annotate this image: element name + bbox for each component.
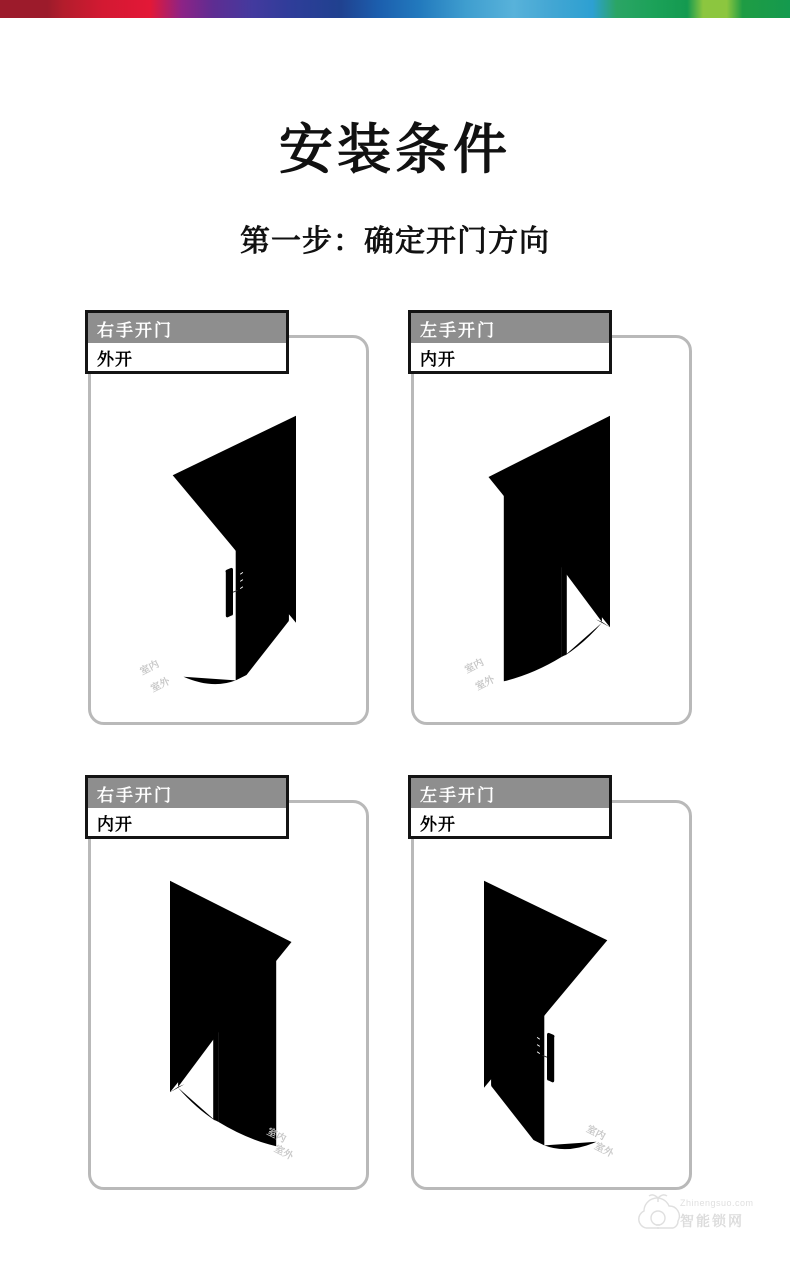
panel-label-box — [85, 775, 289, 839]
panel-title: 右手开门 — [88, 778, 286, 808]
watermark — [632, 1182, 786, 1254]
page-title: 安装条件 — [279, 120, 511, 180]
outdoor-label: 室外 — [272, 1143, 295, 1163]
panel-subtitle: 内开 — [88, 808, 286, 836]
door-illustration-outward-right — [91, 360, 366, 720]
panel-left-hand-inward — [411, 321, 692, 725]
door-illustration-outward-left — [414, 825, 689, 1185]
panel-title: 左手开门 — [411, 313, 609, 343]
panel-right-hand-outward — [88, 321, 369, 725]
indoor-label: 室内 — [463, 657, 486, 676]
door-illustration-inward-right — [91, 825, 366, 1185]
watermark-site-name: 智能锁网 — [680, 1213, 744, 1229]
panel-title: 左手开门 — [411, 778, 609, 808]
indoor-label: 室内 — [138, 658, 162, 678]
outdoor-label: 室外 — [474, 674, 497, 693]
panel-right-hand-inward — [88, 786, 369, 1190]
panel-label-box — [408, 775, 612, 839]
step-heading: 第一步：确定开门方向 — [240, 225, 550, 258]
panel-label-box — [408, 310, 612, 374]
outdoor-label: 室外 — [149, 675, 172, 695]
panel-subtitle: 外开 — [88, 343, 286, 371]
indoor-label: 室内 — [264, 1126, 288, 1146]
top-stripe — [0, 0, 790, 18]
panel-left-hand-outward — [411, 786, 692, 1190]
panel-subtitle: 内开 — [411, 343, 609, 371]
panel-title: 右手开门 — [88, 313, 286, 343]
panel-subtitle: 外开 — [411, 808, 609, 836]
watermark-domain: Zhinengsuo.com — [680, 1198, 754, 1208]
watermark-logo-icon — [639, 1195, 680, 1228]
outdoor-label: 室外 — [592, 1140, 616, 1160]
panel-label-box — [85, 310, 289, 374]
door-illustration-inward-left — [414, 360, 689, 720]
indoor-label: 室内 — [584, 1123, 607, 1143]
